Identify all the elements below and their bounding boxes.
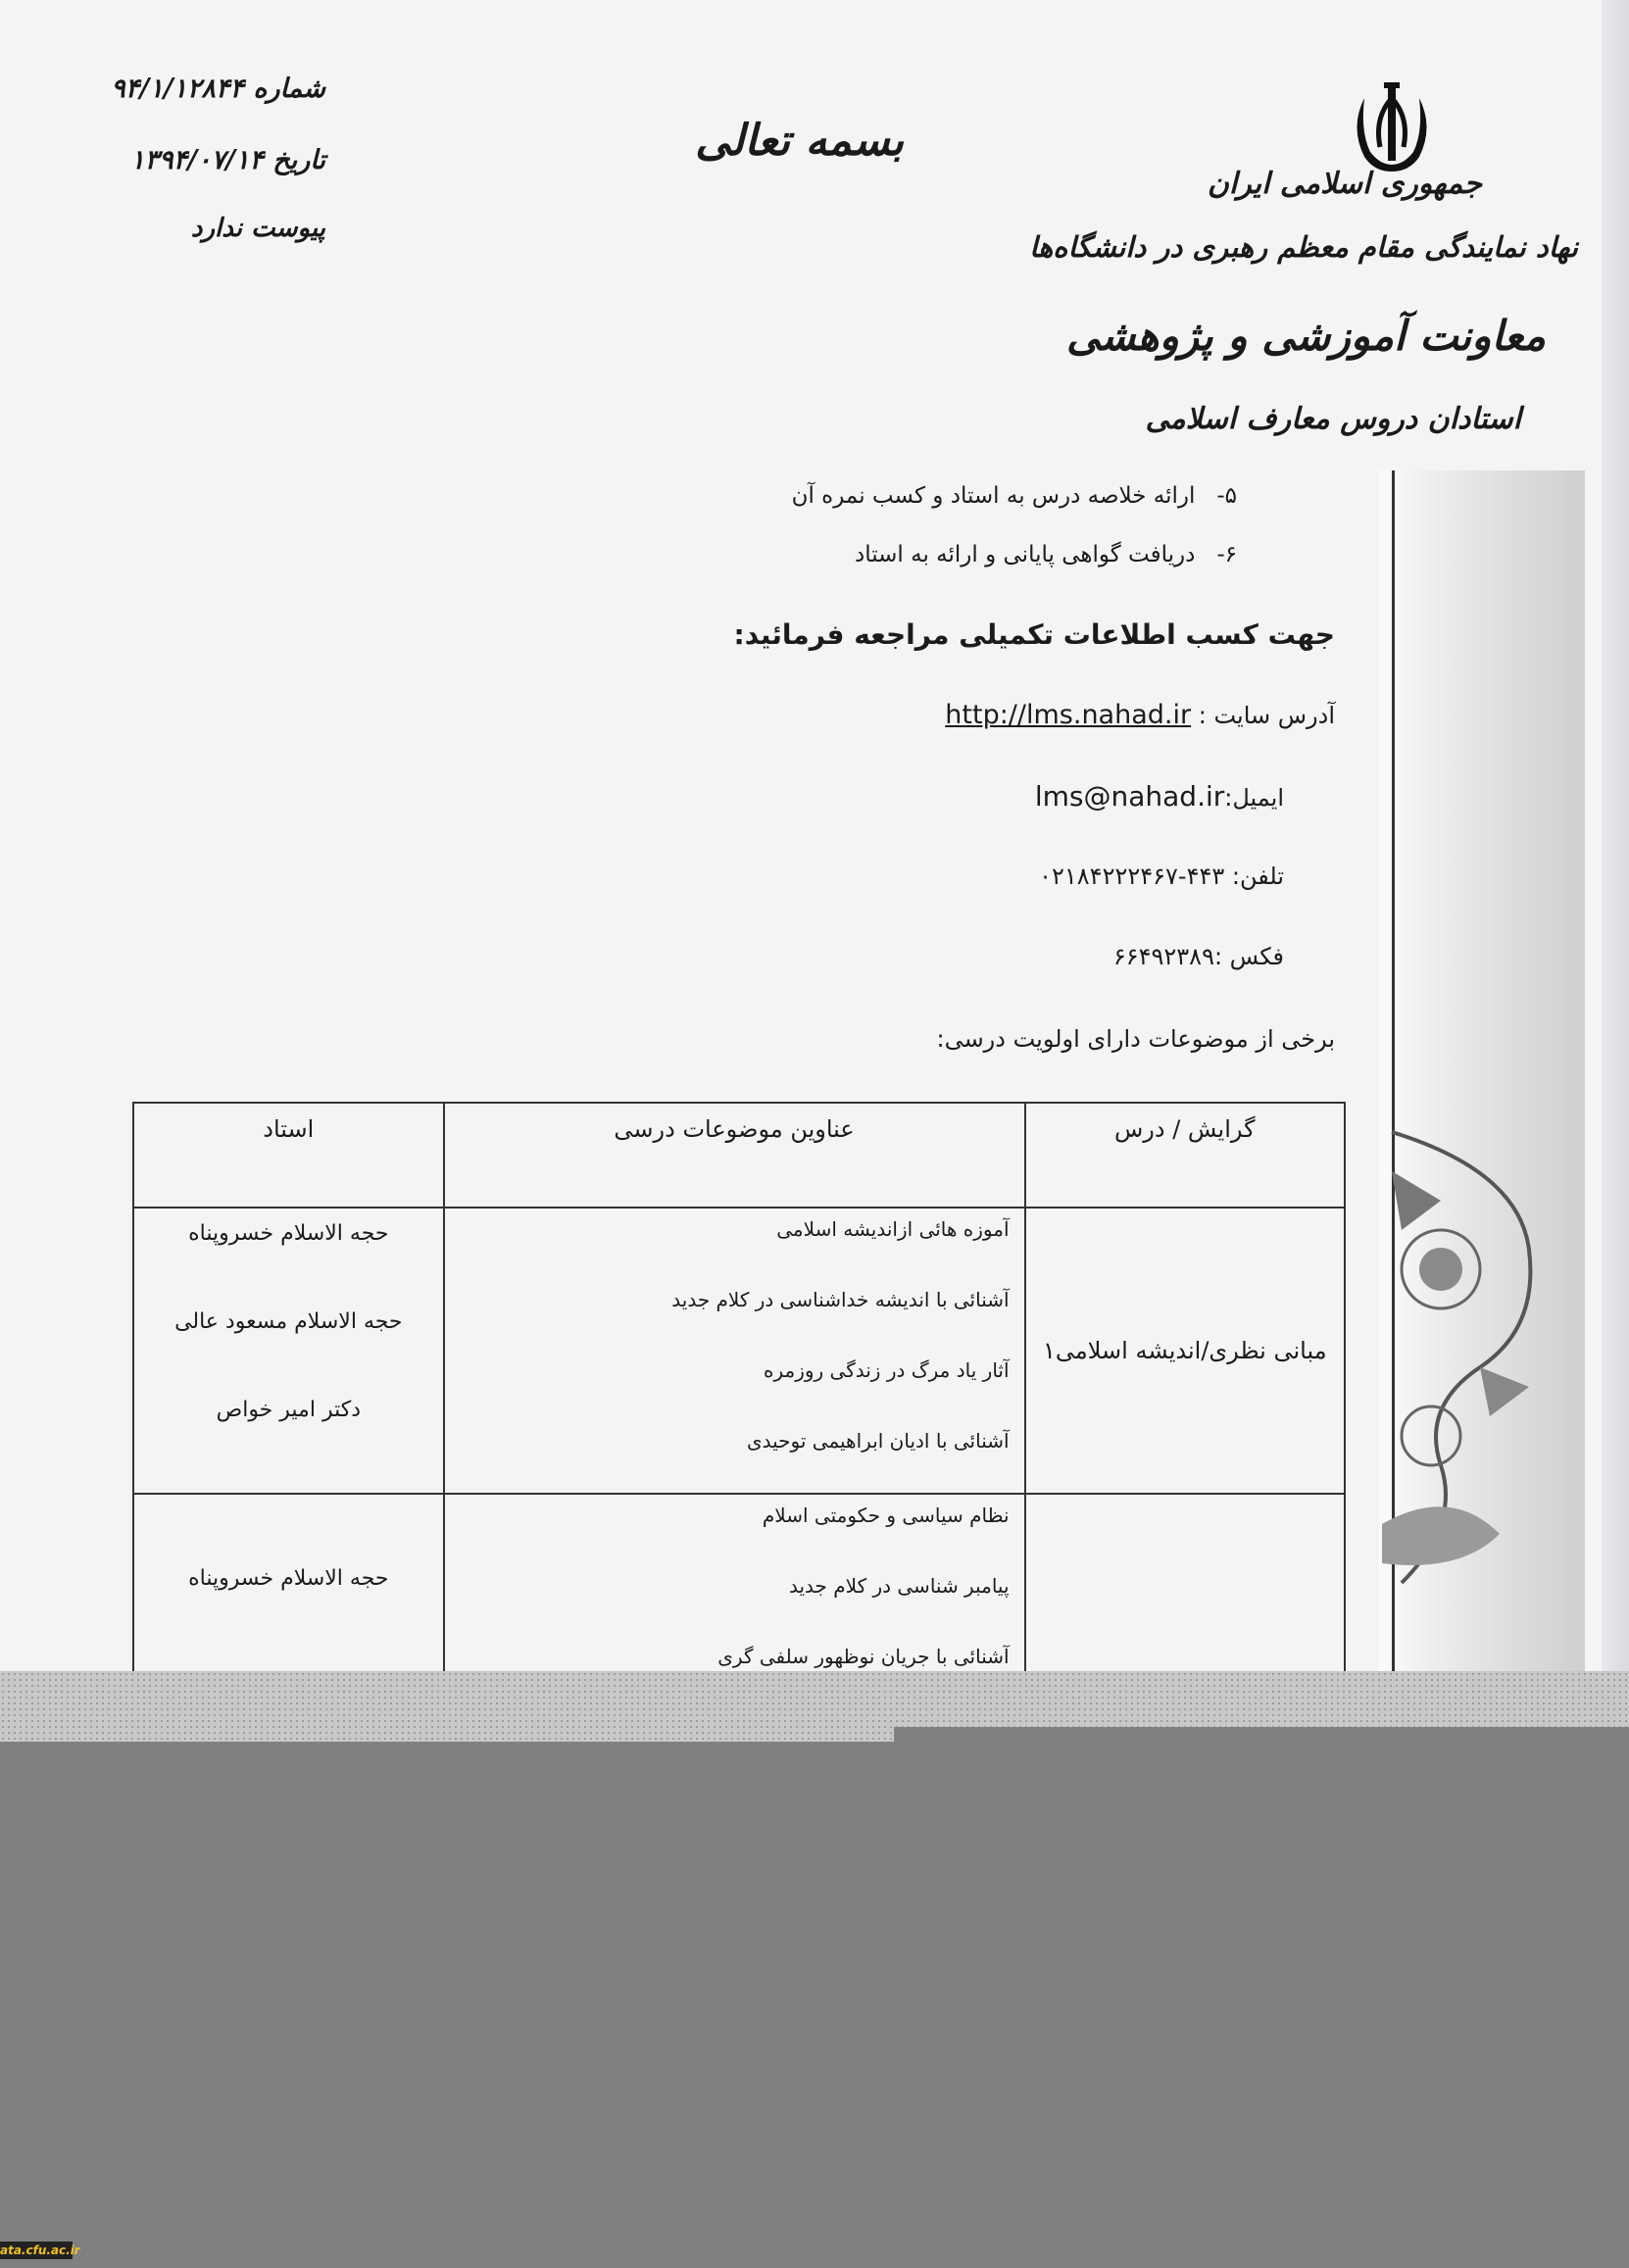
step-number: ۶-	[1216, 542, 1237, 567]
site-link[interactable]: http://lms.nahad.ir	[945, 700, 1192, 730]
email-label: ایمیل:	[1224, 784, 1284, 812]
topic-item: آموزه هائی ازاندیشه اسلامی	[776, 1217, 1010, 1241]
letterhead-unit: استادان دروس معارف اسلامی	[1145, 402, 1521, 436]
courses-table	[132, 1102, 1346, 1671]
step-number: ۵-	[1216, 483, 1237, 509]
topic-item: آشنائی با جریان نوظهور سلفی گری	[717, 1645, 1010, 1668]
topic-item: آشنائی با ادیان ابراهیمی توحیدی	[746, 1429, 1010, 1453]
site-logo[interactable]: ata.cfu.ac.ir	[0, 2243, 80, 2257]
step-text: ارائه خلاصه درس به استاد و کسب نمره آن	[791, 483, 1196, 509]
fax-line: فکس :۶۶۴۹۲۳۸۹	[1112, 943, 1284, 970]
teacher-item: حجه الاسلام خسروپناه	[188, 1221, 389, 1246]
phone-line: تلفن: ۴۴۳-۰۲۱۸۴۲۲۲۴۶۷	[1039, 863, 1284, 890]
arabesque-ornament	[1382, 1112, 1558, 1602]
topic-item: آشنائی با اندیشه خداشناسی در کلام جدید	[671, 1288, 1010, 1311]
letterhead-institution: نهاد نمایندگی مقام معظم رهبری در دانشگاه‌ها	[1029, 230, 1578, 264]
band-shadow	[894, 1727, 1629, 1745]
teacher-item: حجه الاسلام مسعود عالی	[174, 1309, 403, 1334]
site-label: آدرس سایت :	[1198, 702, 1335, 729]
teachers-cell	[133, 1494, 444, 1671]
branch-cell: مبانی نظری/اندیشه اسلامی۱	[1025, 1208, 1345, 1494]
branch-cell	[1025, 1494, 1345, 1671]
step-5	[792, 483, 1237, 509]
topic-item: پیامبر شناسی در کلام جدید	[788, 1574, 1010, 1598]
topic-item: آثار یاد مرگ در زندگی روزمره	[763, 1358, 1010, 1382]
letter-number: شماره ۹۴/۱/۱۲۸۴۴	[111, 74, 325, 104]
table-row	[133, 1494, 1345, 1671]
teachers-cell	[133, 1208, 444, 1494]
header-branch: گرایش / درس	[1025, 1103, 1345, 1208]
invocation: بسمه تعالی	[695, 116, 904, 166]
teacher-item: دکتر امیر خواص	[216, 1398, 361, 1422]
topics-cell	[444, 1494, 1025, 1671]
letterhead-department: معاونت آموزشی و پژوهشی	[1065, 312, 1546, 360]
letter-attachment: پیوست ندارد	[190, 214, 325, 243]
email-line	[1035, 780, 1284, 813]
letter-date: تاریخ ۱۳۹۴/۰۷/۱۴	[130, 145, 325, 175]
email-link[interactable]: lms@nahad.ir	[1034, 780, 1225, 813]
letterhead-country: جمهوری اسلامی ایران	[1207, 167, 1482, 201]
header-teacher: استاد	[133, 1103, 444, 1208]
table-intro: برخی از موضوعات دارای اولویت درسی:	[936, 1025, 1335, 1053]
step-text: دریافت گواهی پایانی و ارائه به استاد	[854, 542, 1196, 567]
emblem-icon	[1345, 78, 1439, 176]
topic-item: نظام سیاسی و حکومتی اسلام	[762, 1504, 1010, 1527]
contact-heading: جهت کسب اطلاعات تکمیلی مراجعه فرمائید:	[733, 618, 1335, 651]
topics-cell	[444, 1208, 1025, 1494]
table-header-row	[133, 1103, 1345, 1208]
teacher-item: حجه الاسلام خسروپناه	[188, 1566, 389, 1591]
header-topics: عناوین موضوعات درسی	[444, 1103, 1025, 1208]
page-edge	[1602, 0, 1629, 1671]
step-6	[855, 542, 1237, 567]
site-line	[945, 700, 1335, 730]
table-row	[133, 1208, 1345, 1494]
